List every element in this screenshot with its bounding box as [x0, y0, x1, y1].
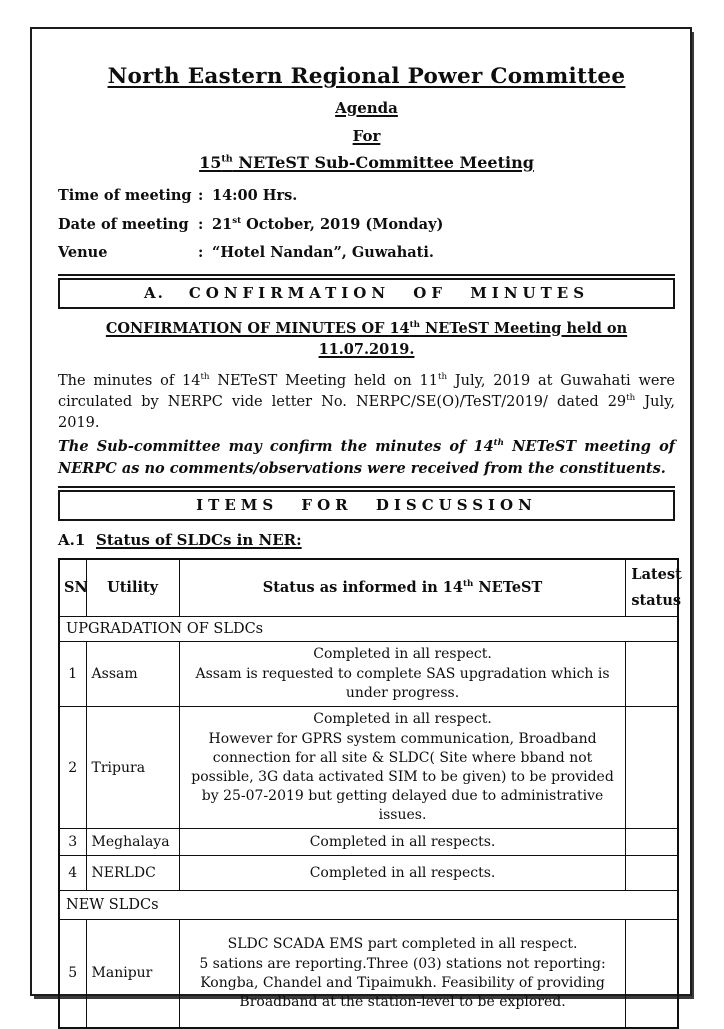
status-line: Completed in all respect.: [313, 711, 492, 727]
table-row-tripura: [59, 707, 678, 829]
meeting-date-value: 21st October, 2019 (Monday): [212, 215, 444, 233]
doc-title: North Eastern Regional Power Committee: [107, 64, 626, 89]
item-a1-title: Status of SLDCs in NER:: [96, 530, 302, 549]
status-line: Assam is requested to complete SAS upgradation which is under progress.: [195, 666, 610, 701]
table-row-assam: [59, 642, 678, 707]
status-line: SLDC SCADA EMS part completed in all respect.: [227, 935, 578, 952]
cell-status: [179, 707, 626, 829]
meeting-name: 15th NETeST Sub-Committee Meeting: [199, 153, 534, 172]
status-line: Completed in all respects.: [309, 864, 496, 881]
table-row-manipur: [59, 920, 678, 1028]
meeting-time-colon: :: [198, 187, 204, 204]
col-header-latest-status: [626, 559, 682, 617]
meeting-time-value: 14:00 Hrs.: [212, 187, 298, 204]
cell-status: [179, 920, 626, 1028]
cell-sn: 1: [59, 642, 86, 707]
items-for-discussion-title: ITEMS FOR DISCUSSION: [196, 495, 537, 514]
meeting-date-label: Date of meeting: [58, 215, 189, 233]
items-for-discussion-banner: [58, 490, 675, 521]
doc-subtitle-for: For: [352, 127, 381, 145]
doc-subtitle-agenda: Agenda: [335, 99, 398, 117]
cell-sn: 4: [59, 856, 86, 891]
cell-sn: 5: [59, 920, 86, 1028]
table-section-new-sldcs-label: NEW SLDCs: [59, 891, 678, 920]
cell-latest-status: [626, 642, 678, 707]
cell-latest-status: [626, 829, 678, 856]
table-section-upgradation: [59, 617, 678, 642]
col-header-status: Status as informed in 14th NETeST: [179, 559, 626, 617]
cell-utility: Manipur: [86, 920, 179, 1028]
cell-utility: Assam: [86, 642, 179, 707]
section-a-title: CONFIRMATION OF MINUTES: [188, 283, 590, 302]
item-a1-heading: [58, 530, 675, 551]
cell-utility: Meghalaya: [86, 829, 179, 856]
meeting-venue-row: [58, 239, 675, 268]
status-line: Completed in all respects.: [309, 833, 496, 850]
sldc-status-table: [58, 558, 682, 1029]
page-border-frame: [30, 27, 692, 1010]
table-row-meghalaya: [59, 829, 678, 856]
cell-status: [179, 642, 626, 707]
col-header-utility: Utility: [86, 559, 179, 617]
cell-latest-status: [626, 856, 678, 891]
meeting-date-row: [58, 211, 675, 240]
meeting-time-row: [58, 182, 675, 211]
cell-latest-status: [626, 920, 678, 1028]
confirmation-heading: CONFIRMATION OF MINUTES OF 14th NETeST Meeting held on 11.07.2019.: [105, 319, 628, 358]
section-a-banner: [58, 278, 675, 309]
meeting-venue-value: “Hotel Nandan”, Guwahati.: [212, 244, 434, 261]
section-a-letter: A.: [143, 283, 165, 302]
table-section-new-sldcs: [59, 891, 678, 920]
cell-sn: 2: [59, 707, 86, 829]
col-header-sn: SN: [59, 559, 86, 617]
status-line: Completed in all respect.: [313, 646, 492, 662]
minutes-circulation-paragraph: The minutes of 14th NETeST Meeting held on 11th July, 2019 at Guwahati were circulated by NERPC vide letter No. NERPC/SE(O)/TeST/2019/ dated 29th July, 2019.: [58, 371, 675, 431]
status-line: However for GPRS system communication, Broadband connection for all site & SLDC( Site where bband not possible, 3G data activated SIM to be given) to be provided by 25-07-2019 but getting delayed due to administrative issues.: [191, 731, 614, 823]
cell-utility: NERLDC: [86, 856, 179, 891]
table-header-row: [59, 559, 678, 617]
status-line: 5 sations are reporting.Three (03) stations not reporting: Kongba, Chandel and Tipaimukh. Feasibility of providing Broadband at the station-level to be explored.: [199, 955, 606, 1010]
table-row-nerldc: [59, 856, 678, 891]
subcommittee-confirmation-note: The Sub-committee may confirm the minutes of 14th NETeST meeting of NERPC as no comments/observations were received from the constituents.: [58, 437, 675, 477]
item-a1-number: A.1: [58, 530, 86, 549]
meeting-venue-label: Venue: [58, 244, 108, 261]
cell-sn: 3: [59, 829, 86, 856]
meeting-info: [58, 182, 675, 268]
col-header-latest-line2: status: [631, 591, 682, 609]
meeting-time-label: Time of meeting: [58, 187, 192, 204]
cell-status: [179, 829, 626, 856]
cell-utility: Tripura: [86, 707, 179, 829]
meeting-date-colon: :: [198, 215, 204, 233]
col-header-latest-line1: Latest: [631, 565, 682, 583]
meeting-venue-colon: :: [198, 244, 204, 261]
cell-status: [179, 856, 626, 891]
table-section-upgradation-label: UPGRADATION OF SLDCs: [59, 617, 678, 642]
cell-latest-status: [626, 707, 678, 829]
